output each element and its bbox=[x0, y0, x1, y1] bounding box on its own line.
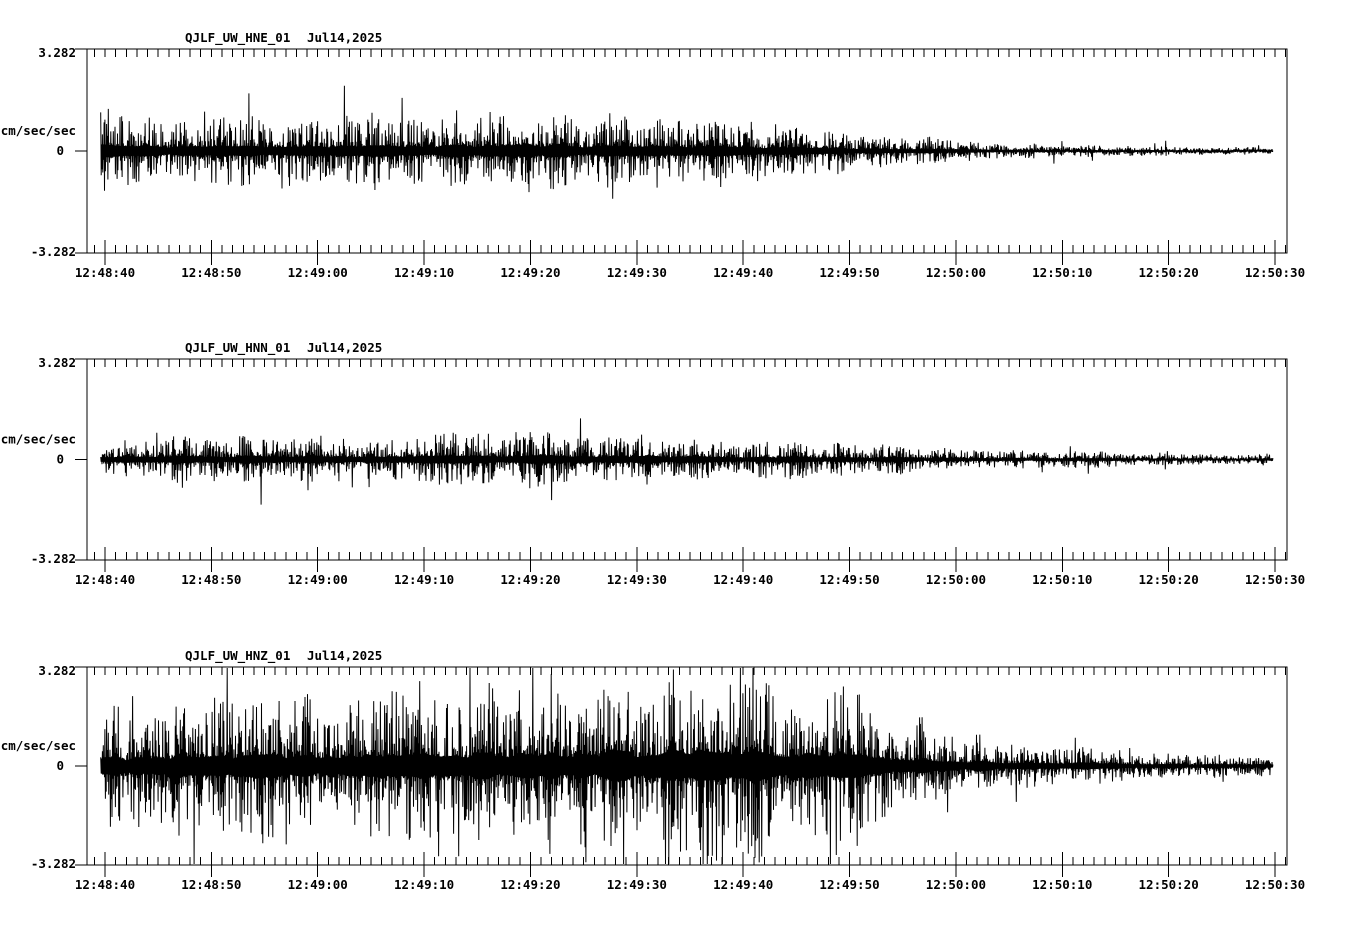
x-tick-label-7: 12:49:50 bbox=[819, 877, 880, 892]
panel-title: QJLF_UW_HNZ_01 bbox=[185, 648, 291, 663]
x-tick-label-7: 12:49:50 bbox=[819, 572, 880, 587]
x-tick-label-0: 12:48:40 bbox=[74, 877, 136, 892]
x-tick-label-11: 12:50:30 bbox=[1244, 265, 1306, 280]
x-tick-label-4: 12:49:20 bbox=[500, 572, 561, 587]
x-tick-label-4: 12:49:20 bbox=[500, 877, 561, 892]
panel-title: QJLF_UW_HNE_01 bbox=[185, 30, 291, 45]
x-tick-label-2: 12:49:00 bbox=[287, 265, 348, 280]
x-tick-label-8: 12:50:00 bbox=[925, 265, 987, 280]
x-tick-label-3: 12:49:10 bbox=[393, 265, 455, 280]
y-min-label: -3.282 bbox=[30, 551, 76, 566]
x-tick-label-11: 12:50:30 bbox=[1244, 572, 1306, 587]
waveform-trace bbox=[101, 86, 1273, 199]
x-tick-label-5: 12:49:30 bbox=[606, 265, 667, 280]
x-tick-label-9: 12:50:10 bbox=[1032, 877, 1093, 892]
waveform-trace bbox=[101, 668, 1273, 864]
y-max-label: 3.282 bbox=[38, 45, 76, 60]
panel-date: Jul14,2025 bbox=[307, 30, 383, 45]
panel-date: Jul14,2025 bbox=[307, 648, 383, 663]
x-tick-label-7: 12:49:50 bbox=[819, 265, 880, 280]
x-tick-label-1: 12:48:50 bbox=[181, 877, 242, 892]
x-tick-label-2: 12:49:00 bbox=[287, 877, 348, 892]
seismogram-panel-qjlf-uw-hnz-01 bbox=[1, 648, 1305, 892]
x-tick-label-10: 12:50:20 bbox=[1138, 877, 1199, 892]
y-unit-label: cm/sec/sec bbox=[0, 431, 76, 447]
y-max-label: 3.282 bbox=[38, 355, 76, 370]
x-tick-label-3: 12:49:10 bbox=[393, 572, 455, 587]
x-tick-label-11: 12:50:30 bbox=[1244, 877, 1306, 892]
y-zero-label: 0 bbox=[56, 451, 64, 467]
y-zero-label: 0 bbox=[56, 758, 64, 773]
x-tick-label-6: 12:49:40 bbox=[713, 877, 774, 892]
y-unit-label: cm/sec/sec bbox=[0, 123, 76, 138]
x-tick-label-10: 12:50:20 bbox=[1138, 265, 1199, 280]
panel-title: QJLF_UW_HNN_01 bbox=[185, 340, 291, 355]
seismogram-panel-qjlf-uw-hnn-01 bbox=[1, 340, 1305, 587]
x-tick-label-8: 12:50:00 bbox=[925, 572, 987, 587]
x-tick-label-2: 12:49:00 bbox=[287, 572, 348, 587]
x-tick-label-8: 12:50:00 bbox=[925, 877, 987, 892]
x-tick-label-1: 12:48:50 bbox=[181, 572, 242, 587]
x-tick-label-1: 12:48:50 bbox=[181, 265, 242, 280]
panel-date: Jul14,2025 bbox=[307, 340, 383, 355]
y-zero-label: 0 bbox=[56, 143, 64, 158]
x-tick-label-4: 12:49:20 bbox=[500, 265, 561, 280]
x-tick-label-6: 12:49:40 bbox=[713, 265, 774, 280]
y-max-label: 3.282 bbox=[38, 663, 76, 678]
y-min-label: -3.282 bbox=[30, 244, 76, 259]
x-tick-label-0: 12:48:40 bbox=[74, 265, 136, 280]
y-min-label: -3.282 bbox=[30, 856, 76, 871]
x-tick-label-6: 12:49:40 bbox=[713, 572, 774, 587]
x-tick-label-9: 12:50:10 bbox=[1032, 572, 1093, 587]
waveform-trace bbox=[101, 418, 1273, 504]
x-tick-label-5: 12:49:30 bbox=[606, 572, 667, 587]
x-tick-label-0: 12:48:40 bbox=[74, 572, 136, 587]
seismogram-panel-qjlf-uw-hne-01 bbox=[1, 30, 1305, 280]
x-tick-label-9: 12:50:10 bbox=[1032, 265, 1093, 280]
x-tick-label-3: 12:49:10 bbox=[393, 877, 455, 892]
x-tick-label-10: 12:50:20 bbox=[1138, 572, 1199, 587]
x-tick-label-5: 12:49:30 bbox=[606, 877, 667, 892]
y-unit-label: cm/sec/sec bbox=[0, 738, 76, 753]
